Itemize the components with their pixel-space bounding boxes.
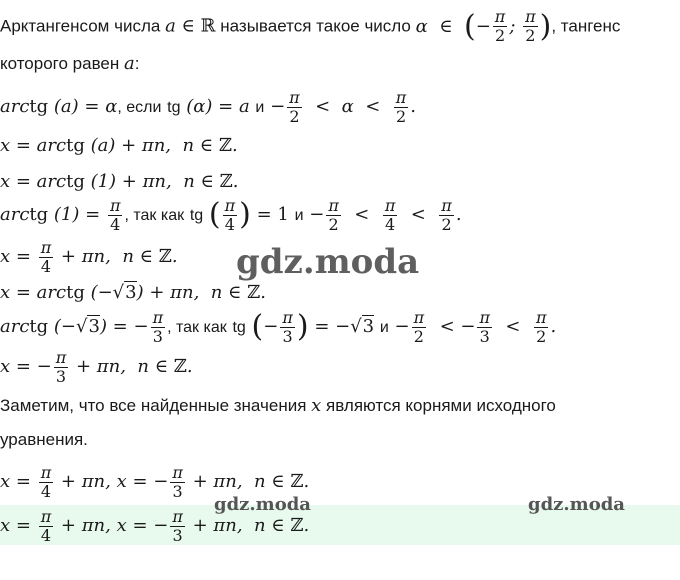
math-a-in-R: a ∈ ℝ (165, 15, 216, 37)
note-text-2: являются корнями исходного (326, 396, 556, 415)
math-alpha-interval: α ∈ (− $\frac{\pi}{2}$ ; $\frac{\pi}{2}$ ) (415, 7, 552, 45)
note-text-3: уравнения. (0, 430, 88, 449)
and-text-1: и (294, 207, 304, 224)
note-line-1 (0, 393, 556, 419)
and-text-2: и (379, 319, 389, 336)
solution-line-2: x = arctg (−√3) + πn, n ∈ ℤ. (0, 282, 266, 303)
definition-condition-text: , если (117, 99, 162, 116)
intro-text-1: Арктангенсом числа (0, 16, 161, 36)
final-answer-line: x = $\frac{\pi}{4}$ + πn, x = − $\frac{\pi}{3}$ + πn, n ∈ ℤ. (0, 462, 310, 501)
watermark-large: gdz.moda (236, 242, 420, 282)
result-line-1: x = $\frac{\pi}{4}$ + πn, n ∈ ℤ. (0, 237, 178, 276)
definition-and: и (255, 99, 265, 116)
intro-text-3: , тангенс (551, 16, 621, 36)
highlighted-answer-line: x = $\frac{\pi}{4}$ + πn, x = − $\frac{\pi}{3}$ + πn, n ∈ ℤ. (0, 506, 310, 545)
so-as-text-1: , так как (124, 207, 185, 224)
intro-text-2: называется такое число (220, 16, 411, 36)
so-as-text-2: , так как (167, 319, 227, 336)
definition-line: arctg (a) = α, если tg (α) = a и − $\frac{\pi}{2}$ < α < $\frac{\pi}{2}$ . (0, 87, 417, 126)
result-line-2: x = − $\frac{\pi}{3}$ + πn, n ∈ ℤ. (0, 347, 193, 386)
tg-op-2: tg (167, 99, 181, 116)
intro-text-4: которого равен (0, 54, 120, 73)
math-a: a (124, 53, 135, 74)
math-x: x (311, 395, 322, 416)
note-text-1: Заметим, что все найденные значения (0, 396, 307, 415)
watermark-small-left: gdz.moda (214, 494, 311, 515)
arctg-one-line: arctg (1) = $\frac{\pi}{4}$ , так как tg ( $\frac{\pi}{4}$ ) = 1 и − $\frac{\pi}{2}$ < $\frac{\pi}{4}$ < $\frac{\pi}{2}$ . (0, 195, 462, 234)
intro-line-1 (0, 8, 620, 45)
note-line-2 (0, 428, 88, 452)
tg-op: tg (29, 96, 49, 117)
general-solution-line: x = arctg (a) + πn, n ∈ ℤ. (0, 135, 238, 156)
solution-line-1: x = arctg (1) + πn, n ∈ ℤ. (0, 171, 239, 192)
watermark-small-right: gdz.moda (528, 494, 625, 515)
intro-line-2: которого равен a: (0, 53, 140, 74)
arctg-minus-sqrt3-line: arctg (−√3) = − $\frac{\pi}{3}$ , так как tg (− $\frac{\pi}{3}$ ) = −√3 и − $\frac{\pi}{2}$ < − $\frac{\pi}{3}$ < $\frac{\pi}{2}$ . (0, 307, 557, 346)
